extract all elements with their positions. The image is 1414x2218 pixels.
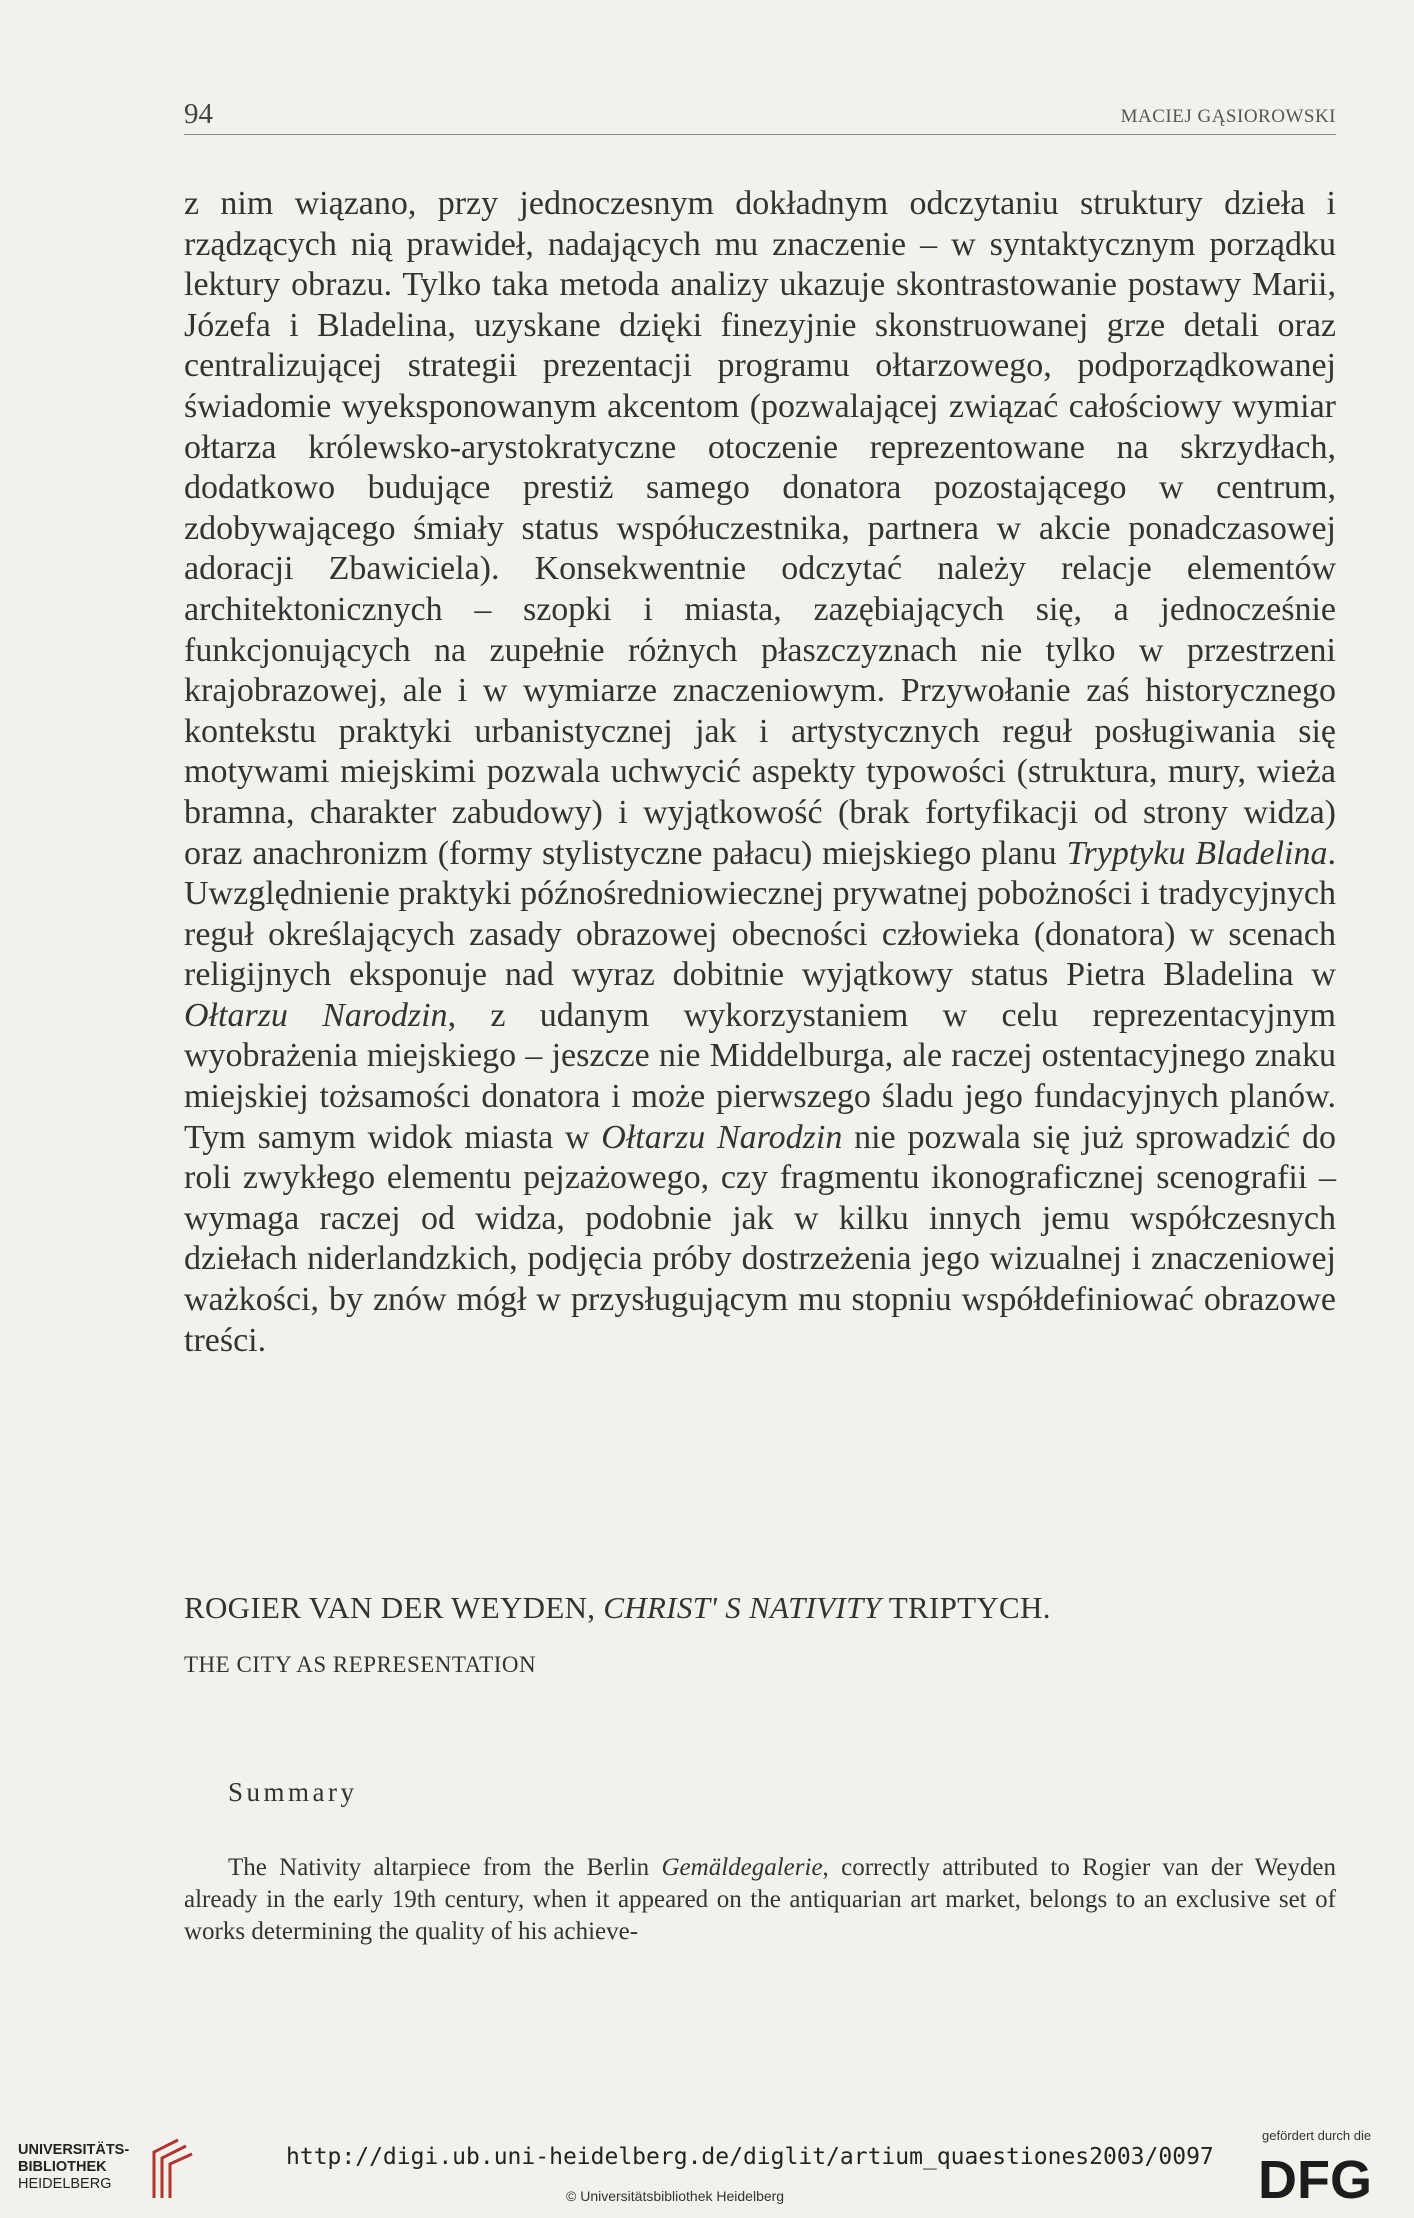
summary-subheading: THE CITY AS REPRESENTATION: [184, 1652, 537, 1677]
page-number: 94: [184, 98, 213, 130]
permalink-url[interactable]: http://digi.ub.uni-heidelberg.de/diglit/artium_quaestiones2003/0097: [286, 2144, 1214, 2170]
dfg-logo-text: DFG: [1258, 2150, 1372, 2204]
running-head-author: MACIEJ GĄSIOROWSKI: [1120, 106, 1336, 127]
paragraph-text: , z udanym wykorzystaniem w celu reprezentacyjnym wyobrażenia miejskiego – jeszcze nie Middelburga, ale raczej ostentacyjnego znaku miejskiej tożsamości donatora i może pierwszego śladu jego fundacyjnych planów. Tym samym widok miasta w: [184, 996, 1337, 1156]
italic-term: Gemäldegalerie: [661, 1854, 823, 1881]
dfg-caption: gefördert durch die: [1262, 2128, 1372, 2143]
italic-title: Ołtarzu Narodzin: [601, 1118, 843, 1156]
dfg-logo: [1256, 2148, 1386, 2204]
copyright-notice: © Universitätsbibliothek Heidelberg: [566, 2188, 785, 2204]
footer-bar: [0, 2118, 1414, 2218]
library-name-line: HEIDELBERG: [18, 2176, 112, 2192]
library-emblem-icon: [148, 2138, 196, 2202]
paragraph-text: nie pozwala się już sprowadzić do roli zwykłego elementu pejzażowego, czy fragmentu ikonograficznej scenografii – wymaga raczej od widza, podobnie jak w kilku innych jemu współczesnych dziełach niderlandzkich, podjęcia próby dostrzeżenia jego wizualnej i znaczeniowej ważkości, by znów mógł w przysługującym mu stopniu współdefiniować obrazowe treści.: [184, 1118, 1336, 1359]
university-library-logo: [18, 2138, 218, 2208]
summary-label: Summary: [228, 1777, 358, 1807]
summary-heading-italic: CHRIST' S NATIVITY: [603, 1590, 882, 1625]
running-head: [184, 98, 1336, 135]
paragraph-text: . Uwzględnienie praktyki późnośredniowiecznej prywatnej pobożności i tradycyjnych reguł określających zasady obrazowej obecności człowieka (donatora) w scenach religijnych eksponuje nad wyraz dobitnie wyjątkowy status Pietra Bladelina w: [184, 834, 1336, 994]
library-name-line: UNIVERSITÄTS-: [18, 2142, 130, 2158]
paragraph-text: z nim wiązano, przy jednoczesnym dokładnym odczytaniu struktury dzieła i rządzących nią prawideł, nadających mu znaczenie – w syntaktycznym porządku lektury obrazu. Tylko taka metoda analizy ukazuje skontrastowanie postawy Marii, Józefa i Bladelina, uzyskane dzięki finezyjnie skonstruowanej grze detali oraz centralizującej strategii prezentacji programu ołtarzowego, podporządkowanej świadomie wyeksponowanym akcentom (pozwalającej związać całościowy wymiar ołtarza królewsko-arystokratyczne otoczenie reprezentowane na skrzydłach, dodatkowo budujące prestiż samego donatora pozostającego w centrum, zdobywającego śmiały status współuczestnika, partnera w akcie ponadczasowej adoracji Zbawiciela). Konsekwentnie odczytać należy relacje elementów architektonicznych – szopki i miasta, zazębiających się, a jednocześnie funkcjonujących na zupełnie różnych płaszczyznach nie tylko w przestrzeni krajobrazowej, ale i w wymiarze znaczeniowym. Przywołanie zaś historycznego kontekstu praktyki urbanistycznej jak i artystycznych reguł posługiwania się motywami miejskimi pozwala uchwycić aspekty typowości (struktura, mury, wieża bramna, charakter zabudowy) i wyjątkowość (brak fortyfikacji od strony widza) oraz anachronizm (formy stylistyczne pałacu) miejskiego planu: [184, 185, 1336, 872]
italic-title: Tryptyku Bladelina: [1066, 834, 1328, 872]
summary-paragraph: The Nativity altarpiece from the Berlin Gemäldegalerie, correctly attributed to Rogier van der Weyden already in the early 19th century, when it appeared on the antiquarian art market, belongs to an exclusive set of works determining the quality of his achieve-: [184, 1854, 1336, 1945]
summary-heading: ROGIER VAN DER WEYDEN, CHRIST' S NATIVITY TRIPTYCH.: [184, 1590, 1051, 1625]
italic-title: Ołtarzu Narodzin: [184, 996, 448, 1034]
library-name-line: BIBLIOTHEK: [18, 2159, 107, 2175]
main-paragraph: [184, 184, 1336, 1361]
